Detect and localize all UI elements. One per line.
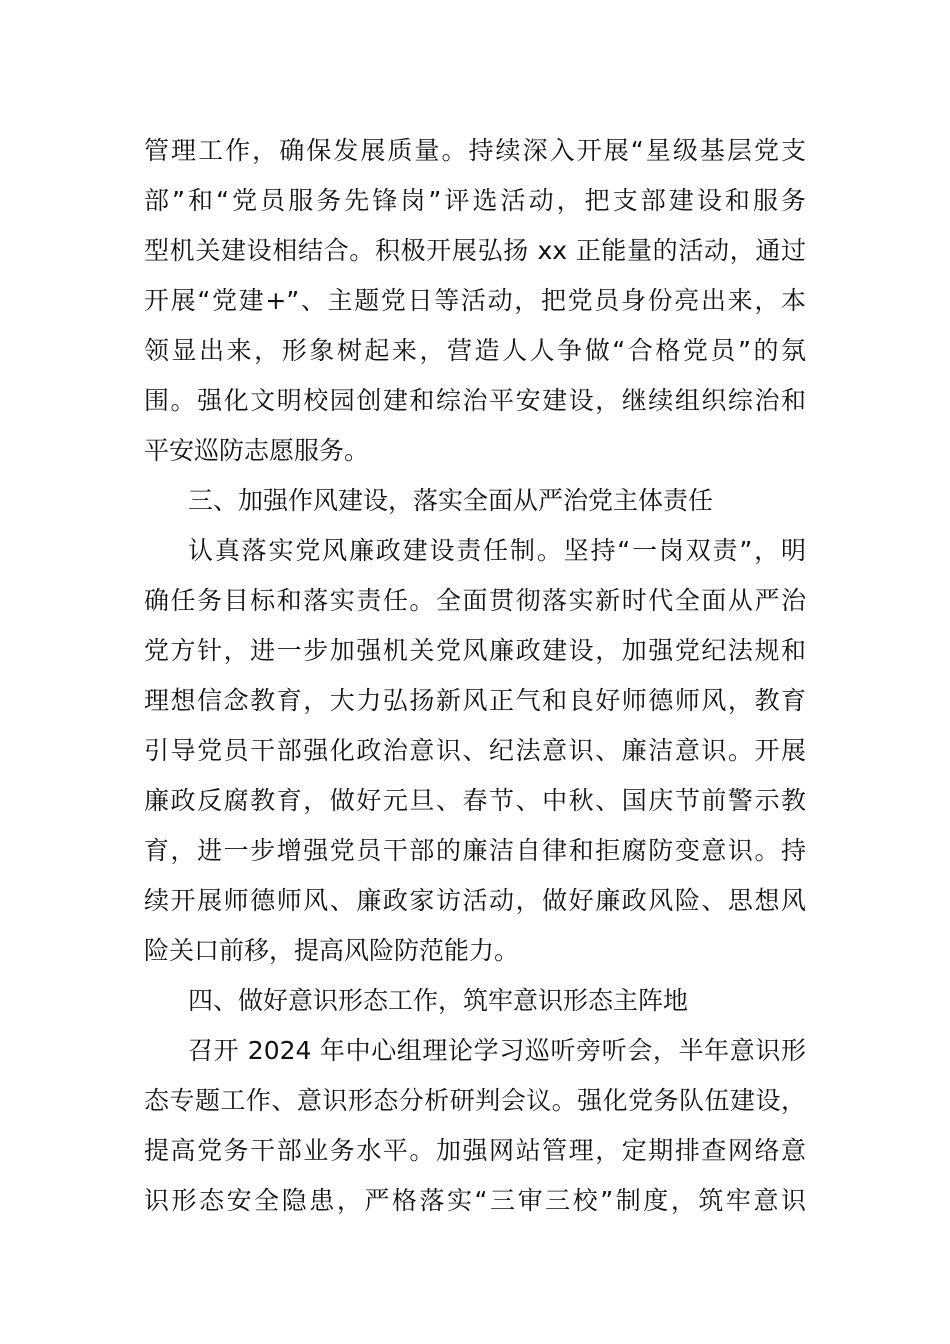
body-line: 续开展师德师风、廉政家访活动，做好廉政风险、思想风 bbox=[144, 886, 806, 915]
section-heading: 三、加强作风建设，落实全面从严治党主体责任 bbox=[188, 486, 714, 515]
body-line: 识形态安全隐患，严格落实“三审三校”制度，筑牢意识 bbox=[144, 1186, 806, 1215]
paragraph-first-line: 认真落实党风廉政建设责任制。坚持“一岗双责”，明 bbox=[188, 536, 806, 565]
paragraph-first-line: 召开 2024 年中心组理论学习巡听旁听会，半年意识形 bbox=[188, 1036, 806, 1065]
body-line: 党方针，进一步加强机关党风廉政建设，加强党纪法规和 bbox=[144, 636, 806, 665]
body-line: 险关口前移，提高风险防范能力。 bbox=[144, 936, 520, 965]
body-line: 态专题工作、意识形态分析研判会议。强化党务队伍建设， bbox=[144, 1086, 806, 1115]
body-line: 理想信念教育，大力弘扬新风正气和良好师德师风，教育 bbox=[144, 686, 806, 715]
body-line: 部”和“党员服务先锋岗”评选活动，把支部建设和服务 bbox=[144, 186, 806, 215]
body-line: 型机关建设相结合。积极开展弘扬 xx 正能量的活动，通过 bbox=[144, 236, 806, 265]
section-heading: 四、做好意识形态工作，筑牢意识形态主阵地 bbox=[188, 986, 689, 1015]
body-line: 廉政反腐教育，做好元旦、春节、中秋、国庆节前警示教 bbox=[144, 786, 806, 815]
body-line: 管理工作，确保发展质量。持续深入开展“星级基层党支 bbox=[144, 136, 806, 165]
document-body bbox=[144, 126, 806, 1226]
body-line: 引导党员干部强化政治意识、纪法意识、廉洁意识。开展 bbox=[144, 736, 806, 765]
body-line: 提高党务干部业务水平。加强网站管理，定期排查网络意 bbox=[144, 1136, 806, 1165]
body-line: 确任务目标和落实责任。全面贯彻落实新时代全面从严治 bbox=[144, 586, 806, 615]
body-line: 育，进一步增强党员干部的廉洁自律和拒腐防变意识。持 bbox=[144, 836, 806, 865]
body-line: 平安巡防志愿服务。 bbox=[144, 436, 370, 465]
body-line: 围。强化文明校园创建和综治平安建设，继续组织综治和 bbox=[144, 386, 806, 415]
body-line: 领显出来，形象树起来，营造人人争做“合格党员”的氛 bbox=[144, 336, 806, 365]
body-line: 开展“党建+”、主题党日等活动，把党员身份亮出来，本 bbox=[144, 286, 806, 315]
